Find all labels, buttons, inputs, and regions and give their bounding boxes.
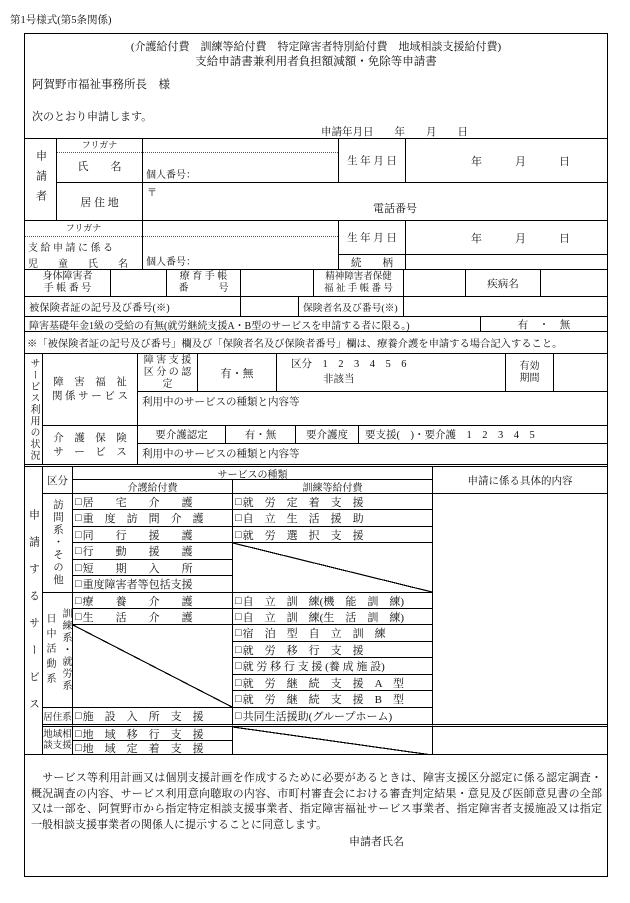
- checkbox-icon[interactable]: □: [75, 578, 82, 590]
- checkbox-icon[interactable]: □: [75, 594, 82, 607]
- physical-handbook-label: 身体障害者 手 帳 番 号: [25, 270, 111, 297]
- checkbox-icon[interactable]: □: [235, 495, 242, 508]
- diagonal-strikethrough-cell: [233, 543, 433, 593]
- checkbox-icon[interactable]: □: [235, 594, 242, 607]
- applicant-residence-label: 居 住 地: [57, 183, 143, 221]
- checkbox-icon[interactable]: □: [75, 742, 82, 754]
- checkbox-icon[interactable]: □: [235, 627, 242, 639]
- service-label: 就 労 継 続 支 援 B 型: [242, 694, 404, 706]
- service-row: [233, 658, 433, 675]
- validity-period-label: 有効 期間: [506, 354, 554, 392]
- checkbox-icon[interactable]: □: [75, 710, 82, 722]
- detail-header: 申請に係る具体的内容: [433, 467, 607, 494]
- support-category-options[interactable]: 区分 1 2 3 4 5 6 非該当: [277, 354, 506, 392]
- rehab-handbook-number-field[interactable]: [241, 270, 314, 297]
- group-community-label: 地域相 談支援: [43, 727, 73, 755]
- service-row: [73, 741, 233, 755]
- pension-label: 障害基礎年金1級の受給の有無(就労継続支援A・B型のサービスを申請する者に限る。): [25, 317, 481, 332]
- service-row: [73, 593, 233, 609]
- mental-handbook-label: 精神障害者保健 福 祉 手 帳 番 号: [314, 270, 404, 297]
- group-daytime-label: [43, 593, 73, 708]
- consent-paragraph: サービス等利用計画又は個別支援計画を作成するために必要があるときは、障害支援区分認定に係る認定調査・概況調査の内容、サービス利用意向聴取の内容、市町村審査会における審査判定結果・意見及び医師意見書の全部又は一部を、阿賀野市から指定特定相談支援事業者、指定障害福祉サービス事業者、指定障害者支援施設又は指定一般相談支援事業者の関係人に提示することに同意します。: [31, 772, 602, 831]
- service-row: [73, 560, 233, 576]
- group-daytime-text: 日中活動系: [44, 612, 55, 688]
- child-name-label-cell: [25, 221, 143, 270]
- insurer-name-label: 保険者名及び番号(※): [299, 297, 404, 317]
- service-row: [73, 609, 233, 625]
- child-name-field[interactable]: [143, 221, 339, 270]
- service-label: 居 宅 介 護: [82, 496, 193, 509]
- service-label: 就 労 移 行 支 援: [242, 644, 364, 657]
- checkbox-icon[interactable]: □: [235, 528, 242, 541]
- diagonal-strikethrough-cell: [233, 727, 433, 755]
- form-title-line2: 支給申請書兼利用者負担額減額・免除等申請書: [195, 56, 437, 68]
- care-level-label: 要介護度: [296, 426, 359, 444]
- service-label: 就 労 定 着 支 援: [242, 496, 364, 509]
- applicant-name-field[interactable]: [143, 139, 339, 183]
- applicant-birthdate-field[interactable]: 年 月 日: [406, 139, 607, 183]
- child-furigana-label: フリガナ: [25, 221, 142, 237]
- checkbox-icon[interactable]: □: [75, 561, 82, 574]
- child-relation-field[interactable]: [406, 255, 607, 270]
- child-furigana-field[interactable]: [143, 221, 338, 237]
- checkbox-icon[interactable]: □: [75, 610, 82, 623]
- service-label: 療 養 介 護: [82, 595, 193, 608]
- applicant-birthdate-label: 生 年 月 日: [339, 139, 406, 183]
- form-outer-box: [24, 33, 608, 877]
- service-label: 重度障害者等包括支援: [82, 579, 193, 591]
- form-number: 第1号様式(第5条関係): [10, 15, 112, 26]
- support-category-cert-choice[interactable]: 有・無: [198, 354, 277, 392]
- checkbox-icon[interactable]: □: [235, 660, 242, 672]
- child-personal-number-label: 個人番号：: [146, 257, 196, 268]
- service-label: 就 労 移 行 支 援 (養 成 施 設): [242, 661, 385, 673]
- diagonal-strikethrough-cell: [73, 625, 233, 708]
- service-label: 就 労 選 択 支 援: [242, 529, 364, 542]
- phone-label: 電話番号: [373, 203, 417, 215]
- intro-text: 次のとおり申請します。: [32, 111, 153, 123]
- child-birthdate-field[interactable]: 年 月 日: [406, 221, 607, 255]
- service-row: [73, 510, 233, 527]
- child-section-label-line2: 児 童 氏 名: [28, 259, 128, 270]
- disability-services-label: 障 害 福 祉 関 係 サ ー ビ ス: [43, 354, 138, 426]
- group-training-text: 訓練系・就労系: [60, 608, 71, 692]
- service-label: 自 立 生 活 援 助: [242, 513, 364, 525]
- checkbox-icon[interactable]: □: [235, 676, 242, 689]
- requested-services-section-label: 申請するサービス: [25, 467, 43, 755]
- service-label: 行 動 援 護: [82, 546, 193, 558]
- checkbox-icon[interactable]: □: [75, 545, 82, 557]
- service-row: [233, 609, 433, 625]
- checkbox-icon[interactable]: □: [235, 643, 242, 656]
- applicant-personal-number-label: 個人番号：: [146, 170, 196, 181]
- service-label: 宿 泊 型 自 立 訓 練: [242, 628, 386, 640]
- checkbox-icon[interactable]: □: [75, 495, 82, 508]
- service-row: [233, 593, 433, 609]
- disability-services-in-use-field[interactable]: 利用中のサービスの種類と内容等: [138, 392, 607, 426]
- service-row: [73, 576, 233, 593]
- group-residential-label: 居住系: [43, 708, 73, 727]
- service-label: 施 設 入 所 支 援: [82, 711, 204, 723]
- service-label: 自 立 訓 練(機 能 訓 練): [242, 595, 404, 608]
- service-label: 就 労 継 続 支 援 A 型: [242, 677, 404, 690]
- service-row: [73, 494, 233, 510]
- applicant-name-label: 氏 名: [77, 161, 122, 173]
- kaigo-benefit-header: 介護給付費: [73, 480, 233, 494]
- care-insurance-label: 介 護 保 険 サ ー ビ ス: [43, 426, 138, 465]
- signature-label: 申請者氏名: [349, 836, 404, 848]
- care-services-in-use-field[interactable]: 利用中のサービスの種類と内容等: [142, 449, 300, 460]
- service-row: [73, 527, 233, 543]
- applicant-furigana-label: フリガナ: [57, 139, 142, 153]
- physical-handbook-number-field[interactable]: [111, 270, 167, 297]
- care-cert-choice[interactable]: 有・無: [226, 426, 296, 444]
- form-title-line1: (介護給付費 訓練等給付費 特定障害者特別給付費 地域相談支援給付費): [130, 41, 502, 53]
- checkbox-icon[interactable]: □: [75, 528, 82, 541]
- insured-card-label: 被保険者証の記号及び番号(※): [25, 297, 241, 317]
- service-row: [233, 708, 433, 727]
- mental-handbook-number-field[interactable]: [404, 270, 466, 297]
- addressee: 阿賀野市福祉事務所長 様: [32, 79, 170, 91]
- service-row: [73, 727, 233, 741]
- insurance-note: ※「被保険者証の記号及び番号」欄及び「保険者名及び保険者番号」欄は、療養介護を申請する場合記入すること。: [27, 339, 563, 350]
- checkbox-icon[interactable]: □: [235, 710, 242, 722]
- applicant-table: [25, 138, 607, 332]
- insured-card-field[interactable]: [241, 297, 299, 317]
- service-row: [73, 708, 233, 727]
- kunren-benefit-header: 訓練等給付費: [233, 480, 433, 494]
- community-details-field[interactable]: [433, 727, 607, 755]
- service-type-header: サービスの種類: [73, 467, 433, 480]
- applicant-section-label: 申請者: [25, 139, 57, 221]
- service-label: 重 度 訪 問 介 護: [82, 513, 204, 525]
- service-row: [233, 691, 433, 708]
- rehab-handbook-label: 療 育 手 帳 番 号: [167, 270, 241, 297]
- service-row: [73, 543, 233, 560]
- category-header: 区分: [43, 467, 73, 494]
- pension-choice[interactable]: 有 ・ 無: [517, 320, 571, 331]
- care-cert-label: 要介護認定: [138, 426, 226, 444]
- application-date-line: 申請年月日 年 月 日: [321, 127, 468, 138]
- disease-field[interactable]: [541, 270, 607, 297]
- applicant-residence-field[interactable]: [143, 183, 607, 221]
- service-label: 共同生活援助(グループホーム): [242, 711, 393, 723]
- services-table: [25, 466, 607, 755]
- service-label: 地 域 定 着 支 援: [82, 743, 204, 755]
- group-visit-label: 訪問系・その他: [43, 494, 73, 593]
- service-row: [233, 625, 433, 642]
- disease-label: 疾病名: [466, 270, 541, 297]
- service-row: [233, 527, 433, 543]
- checkbox-icon[interactable]: □: [235, 610, 242, 623]
- service-row: [233, 675, 433, 691]
- postal-mark: 〒: [147, 188, 157, 199]
- application-details-field[interactable]: [433, 494, 607, 727]
- service-label: 自 立 訓 練(生 活 訓 練): [242, 611, 404, 624]
- validity-period-field[interactable]: [554, 354, 607, 392]
- checkbox-icon[interactable]: □: [235, 693, 242, 705]
- service-usage-section-label: サービス利用の状況: [25, 354, 43, 465]
- service-label: 生 活 介 護: [82, 611, 193, 624]
- checkbox-icon[interactable]: □: [235, 512, 242, 524]
- child-relation-label: 続 柄: [339, 255, 406, 270]
- service-usage-table: [25, 353, 607, 465]
- service-label: 同 行 援 護: [82, 529, 193, 542]
- child-section-label-line1: 支 給 申 請 に 係 る: [28, 243, 113, 254]
- service-label: 短 期 入 所: [82, 562, 193, 575]
- child-birthdate-label: 生 年 月 日: [339, 221, 406, 255]
- service-label: 地 域 移 行 支 援: [82, 728, 204, 741]
- care-level-options[interactable]: 要支援( )・要介護 1 2 3 4 5: [359, 426, 607, 444]
- insurer-name-field[interactable]: [404, 297, 607, 317]
- checkbox-icon[interactable]: □: [75, 512, 82, 524]
- checkbox-icon[interactable]: □: [75, 727, 82, 740]
- service-row: [233, 642, 433, 658]
- service-row: [233, 510, 433, 527]
- support-category-cert-label: 障 害 支 援 区 分 の 認 定: [138, 354, 198, 392]
- applicant-furigana-field[interactable]: [143, 139, 338, 153]
- service-row: [233, 494, 433, 510]
- applicant-name-label-cell: [57, 139, 143, 183]
